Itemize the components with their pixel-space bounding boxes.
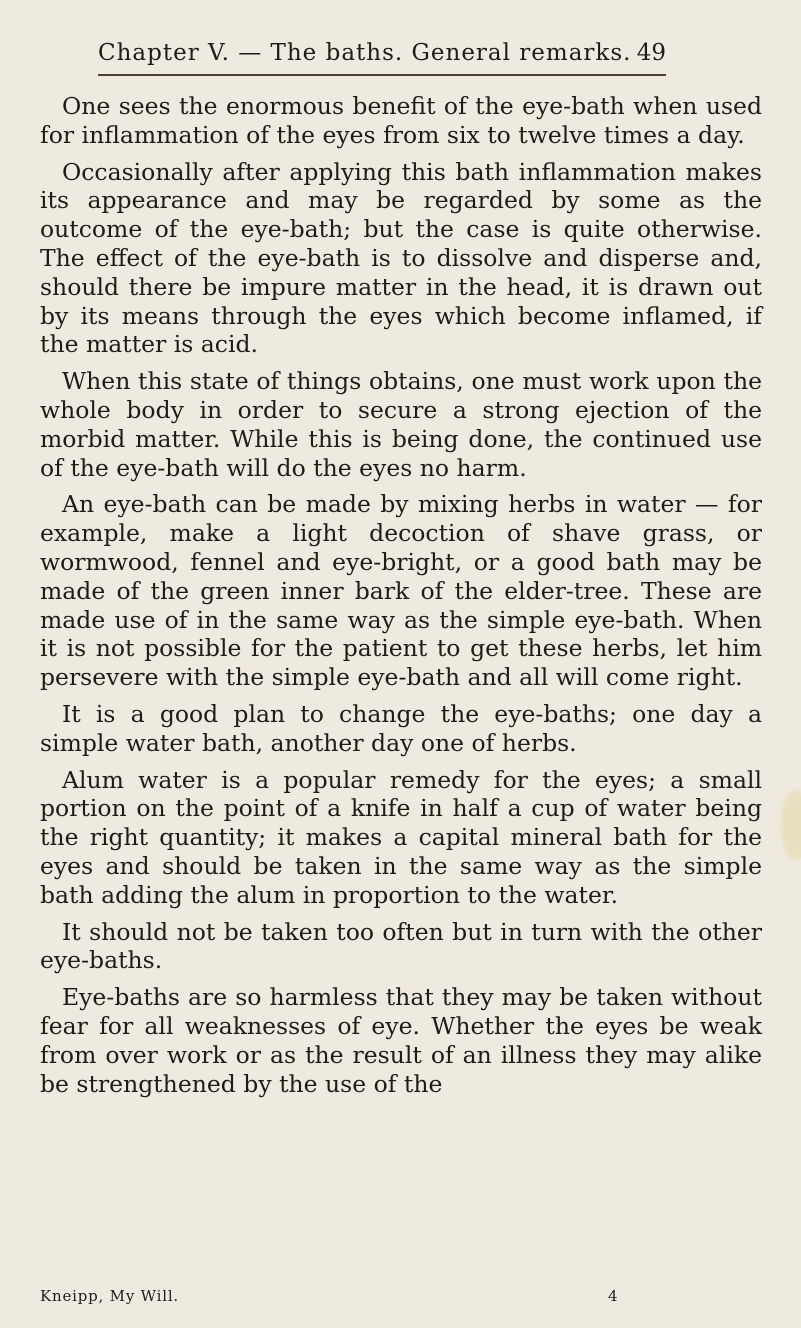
running-title: Chapter V. — The baths. General remarks. xyxy=(98,40,632,66)
paper-stain xyxy=(781,790,801,860)
paragraph: Eye-baths are so harmless that they may be taken without fear for all weaknesses of eye. Whether the eyes be weak from over work or as the result of an illness they may alike be strengthened by the use of the xyxy=(40,983,762,1098)
page-number: 49 xyxy=(636,40,666,66)
paragraph: When this state of things obtains, one must work upon the whole body in order to secure a strong ejection of the morbid matter. While this is being done, the continued use of the eye-bath will do the eyes no harm. xyxy=(40,367,762,482)
paragraph: One sees the enormous benefit of the eye-bath when used for inflammation of the eyes from six to twelve times a day. xyxy=(40,92,762,149)
header-rule xyxy=(98,74,666,76)
paragraph: Occasionally after applying this bath inflammation makes its appearance and may be regarded by some as the outcome of the eye-bath; but the case is quite otherwise. The effect of the eye-bath is to dissolve and disperse and, should there be impure matter in the head, it is drawn out by its means through the eyes which become inflamed, if the matter is acid. xyxy=(40,157,762,359)
paragraph: It is a good plan to change the eye-baths; one day a simple water bath, another day one of herbs. xyxy=(40,699,762,757)
footer-sheet-number: 4 xyxy=(608,1287,618,1305)
paragraph: Alum water is a popular remedy for the eyes; a small portion on the point of a knife in half a cup of water being the right quantity; it makes a capital mineral bath for the eyes and should be taken in the same way as the simple bath adding the alum in proportion to the water. xyxy=(40,765,762,909)
paragraph: An eye-bath can be made by mixing herbs in water — for example, make a light decoction of shave grass, or wormwood, fennel and eye-bright, or a good bath may be made of the green inner bark of the elder-tree. These are made use of in the same way as the simple eye-bath. When it is not possible for the patient to get these herbs, let him persevere with the simple eye-bath and all will come right. xyxy=(40,490,762,692)
running-header xyxy=(98,40,666,80)
paragraph: It should not be taken too often but in turn with the other eye-baths. xyxy=(40,917,762,975)
page-body xyxy=(40,92,762,1106)
footer-signature: Kneipp, My Will. xyxy=(40,1287,179,1305)
